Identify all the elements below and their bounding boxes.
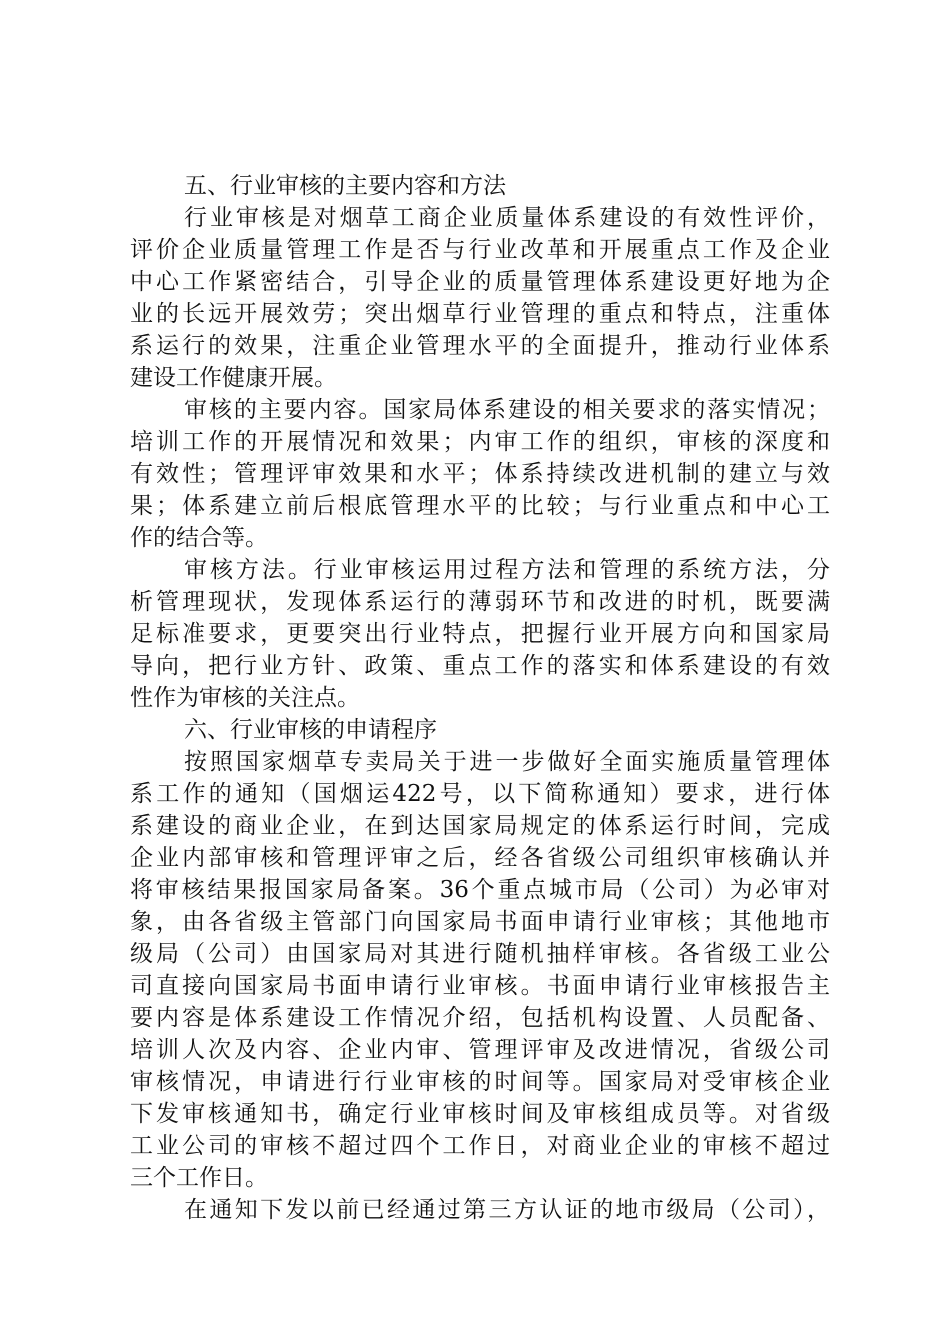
text-line: 系建设的商业企业，在到达国家局规定的体系运行时间，完成 (130, 813, 830, 839)
text-line: 建设工作健康开展。 (130, 365, 337, 391)
paragraph-first-line: 审核方法。行业审核运用过程方法和管理的系统方法，分 (184, 557, 830, 583)
text-line: 作的结合等。 (130, 525, 268, 551)
document-body (130, 170, 830, 1226)
paragraph-first-line: 按照国家烟草专卖局关于进一步做好全面实施质量管理体 (184, 749, 830, 775)
text-line: 培训工作的开展情况和效果；内审工作的组织，审核的深度和 (130, 429, 830, 455)
text-line: 下发审核通知书，确定行业审核时间及审核组成员等。对省级 (130, 1101, 830, 1127)
text-line: 评价企业质量管理工作是否与行业改革和开展重点工作及企业 (130, 237, 830, 263)
text-line: 企业内部审核和管理评审之后，经各省级公司组织审核确认并 (130, 845, 830, 871)
text-line: 果；体系建立前后根底管理水平的比较；与行业重点和中心工 (130, 493, 830, 519)
text-line: 系工作的通知（国烟运422号，以下简称通知）要求，进行体 (130, 781, 830, 807)
paragraph-first-line: 行业审核是对烟草工商企业质量体系建设的有效性评价， (184, 205, 830, 231)
text-line: 培训人次及内容、企业内审、管理评审及改进情况，省级公司 (130, 1037, 830, 1063)
paragraph-first-line: 五、行业审核的主要内容和方法 (184, 173, 506, 199)
text-line: 级局（公司）由国家局对其进行随机抽样审核。各省级工业公 (130, 941, 830, 967)
text-line: 工业公司的审核不超过四个工作日，对商业企业的审核不超过 (130, 1133, 830, 1159)
text-line: 析管理现状，发现体系运行的薄弱环节和改进的时机，既要满 (130, 589, 830, 615)
text-line: 司直接向国家局书面申请行业审核。书面申请行业审核报告主 (130, 973, 830, 999)
paragraph-first-line: 在通知下发以前已经通过第三方认证的地市级局（公司）， (184, 1197, 830, 1223)
text-line: 导向，把行业方针、政策、重点工作的落实和体系建设的有效 (130, 653, 830, 679)
paragraph-first-line: 审核的主要内容。国家局体系建设的相关要求的落实情况； (184, 397, 830, 423)
text-line: 三个工作日。 (130, 1165, 268, 1191)
paragraph-first-line: 六、行业审核的申请程序 (184, 717, 437, 743)
text-line: 审核情况，申请进行行业审核的时间等。国家局对受审核企业 (130, 1069, 830, 1095)
text-line: 中心工作紧密结合，引导企业的质量管理体系建设更好地为企 (130, 269, 830, 295)
text-line: 将审核结果报国家局备案。36个重点城市局（公司）为必审对 (130, 877, 830, 903)
text-line: 系运行的效果，注重企业管理水平的全面提升，推动行业体系 (130, 333, 830, 359)
text-line: 有效性；管理评审效果和水平；体系持续改进机制的建立与效 (130, 461, 830, 487)
text-line: 象，由各省级主管部门向国家局书面申请行业审核；其他地市 (130, 909, 830, 935)
text-line: 业的长远开展效劳；突出烟草行业管理的重点和特点，注重体 (130, 301, 830, 327)
text-line: 性作为审核的关注点。 (130, 685, 360, 711)
text-line: 要内容是体系建设工作情况介绍，包括机构设置、人员配备、 (130, 1005, 830, 1031)
text-line: 足标准要求，更要突出行业特点，把握行业开展方向和国家局 (130, 621, 830, 647)
